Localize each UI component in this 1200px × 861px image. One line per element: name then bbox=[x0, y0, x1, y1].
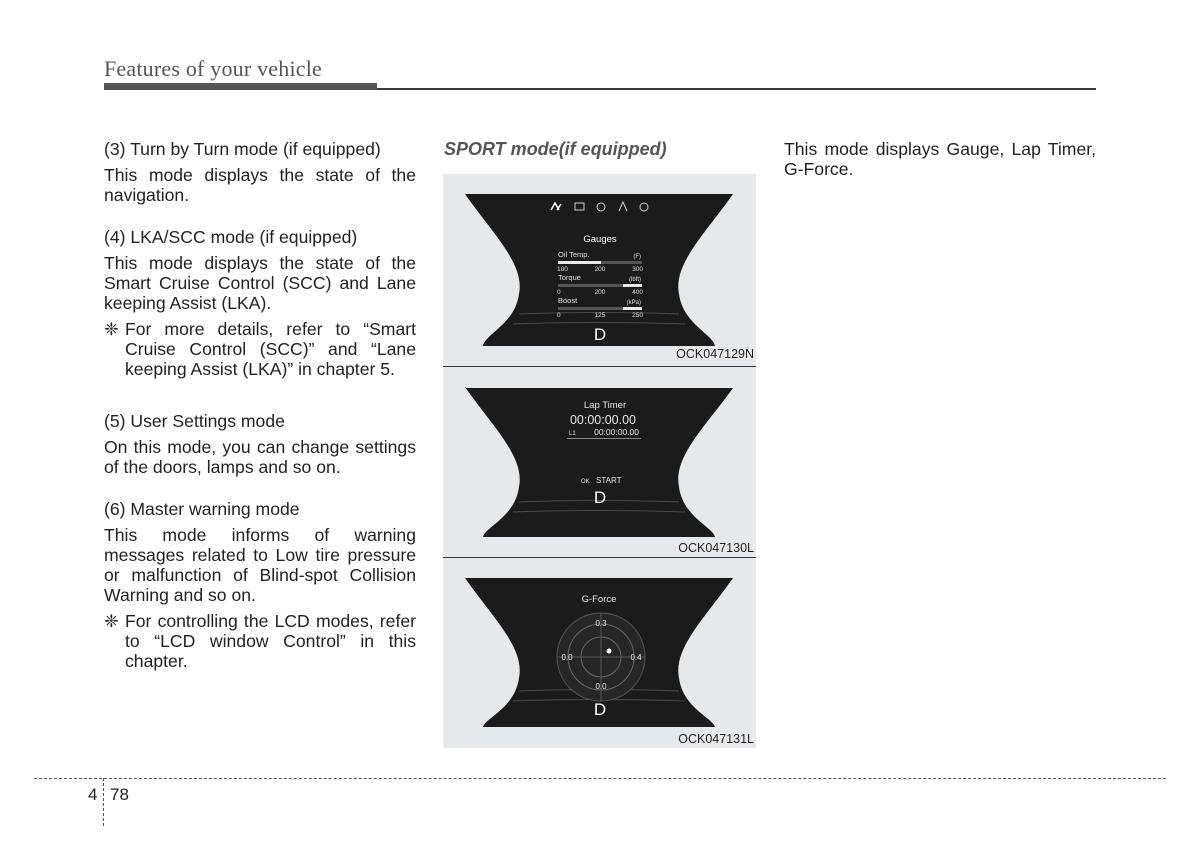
lap-timer-title: Lap Timer bbox=[583, 400, 627, 411]
gauge-oil-temp-tick: 200 bbox=[594, 266, 606, 273]
gauge-torque-tick: 400 bbox=[632, 289, 643, 296]
footer-divider bbox=[103, 778, 104, 826]
note-lcd-control bbox=[104, 611, 416, 671]
gauge-boost-tick: 0 bbox=[557, 312, 561, 319]
gauges-cluster-illustration bbox=[443, 174, 756, 366]
gauge-torque-tick: 200 bbox=[594, 289, 606, 296]
gauge-oil-temp-tick: 300 bbox=[632, 266, 643, 273]
sport-mode-description: This mode displays Gauge, Lap Timer, G-Force. bbox=[784, 139, 1096, 179]
figure-g-force bbox=[443, 558, 756, 748]
header-rule-accent bbox=[104, 83, 377, 90]
right-column bbox=[784, 139, 1096, 179]
gauge-torque-label: Torque bbox=[558, 273, 581, 282]
note-text: For controlling the LCD modes, refer to “LCD window Control” in this chapter. bbox=[125, 611, 416, 671]
g-force-left-value: 0.0 bbox=[561, 653, 573, 662]
gauge-torque-unit: (lbft) bbox=[629, 277, 641, 283]
gauge-boost-label: Boost bbox=[558, 296, 578, 305]
section-6-heading: (6) Master warning mode bbox=[104, 499, 300, 519]
gear-indicator: D bbox=[593, 488, 607, 507]
note-mark: ❈ bbox=[104, 611, 119, 631]
g-force-title: G-Force bbox=[581, 594, 617, 605]
start-label: START bbox=[596, 476, 622, 485]
figure-code: OCK047131L bbox=[678, 732, 754, 746]
sport-mode-heading: SPORT mode(if equipped) bbox=[444, 139, 667, 159]
lap-label: L1 bbox=[569, 431, 576, 437]
section-3-body: This mode displays the state of the navigation. bbox=[104, 165, 416, 205]
chapter-number: 4 bbox=[88, 785, 98, 804]
footer-rule bbox=[34, 778, 1166, 779]
gauge-oil-temp-label: Oil Temp. bbox=[558, 250, 590, 259]
lap-time: 00:00:00.00 bbox=[594, 427, 639, 437]
section-4-body: This mode displays the state of the Smart Cruise Control (SCC) and Lane keeping Assist (LKA). bbox=[104, 253, 416, 313]
g-force-right-value: 0.4 bbox=[630, 653, 642, 662]
g-force-cluster-illustration bbox=[443, 558, 756, 748]
note-text: For more details, refer to “Smart Cruise Control (SCC)” and “Lane keeping Assist (LKA)” in chapter 5. bbox=[125, 319, 416, 379]
ok-label: OK bbox=[581, 479, 590, 485]
page-header-title: Features of your vehicle bbox=[104, 56, 323, 81]
gauge-oil-temp-unit: (F) bbox=[633, 254, 641, 260]
g-force-bottom-value: 0.0 bbox=[595, 682, 607, 691]
section-3-heading: (3) Turn by Turn mode (if equipped) bbox=[104, 139, 381, 159]
figure-lap-timer bbox=[443, 367, 756, 557]
lap-timer-main-time: 00:00:00.00 bbox=[569, 413, 637, 427]
gauge-boost-tick: 250 bbox=[632, 312, 643, 319]
note-scc-lka bbox=[104, 319, 416, 379]
gauge-boost-tick: 125 bbox=[594, 312, 606, 319]
section-6-body: This mode informs of warning messages related to Low tire pressure or malfunction of Blind-spot Collision Warning and so on. bbox=[104, 525, 416, 605]
gauge-boost-unit: (kPa) bbox=[626, 300, 641, 306]
figure-code: OCK047130L bbox=[678, 541, 754, 555]
note-mark: ❈ bbox=[104, 319, 119, 339]
gear-indicator: D bbox=[593, 325, 607, 344]
section-4-heading: (4) LKA/SCC mode (if equipped) bbox=[104, 227, 358, 247]
gauges-title: Gauges bbox=[583, 234, 617, 245]
gear-indicator: D bbox=[593, 700, 607, 719]
gauge-oil-temp-tick: 100 bbox=[557, 266, 568, 273]
g-force-top-value: 0.3 bbox=[595, 619, 607, 628]
figure-panel bbox=[443, 174, 756, 748]
page-number: 78 bbox=[110, 785, 129, 804]
gauge-torque-tick: 0 bbox=[557, 289, 561, 296]
lap-timer-cluster-illustration bbox=[443, 367, 756, 557]
left-column bbox=[104, 139, 416, 693]
figure-gauges bbox=[443, 174, 756, 366]
section-5-body: On this mode, you can change settings of the doors, lamps and so on. bbox=[104, 437, 416, 477]
section-5-heading: (5) User Settings mode bbox=[104, 411, 285, 431]
figure-code: OCK047129N bbox=[676, 347, 754, 361]
